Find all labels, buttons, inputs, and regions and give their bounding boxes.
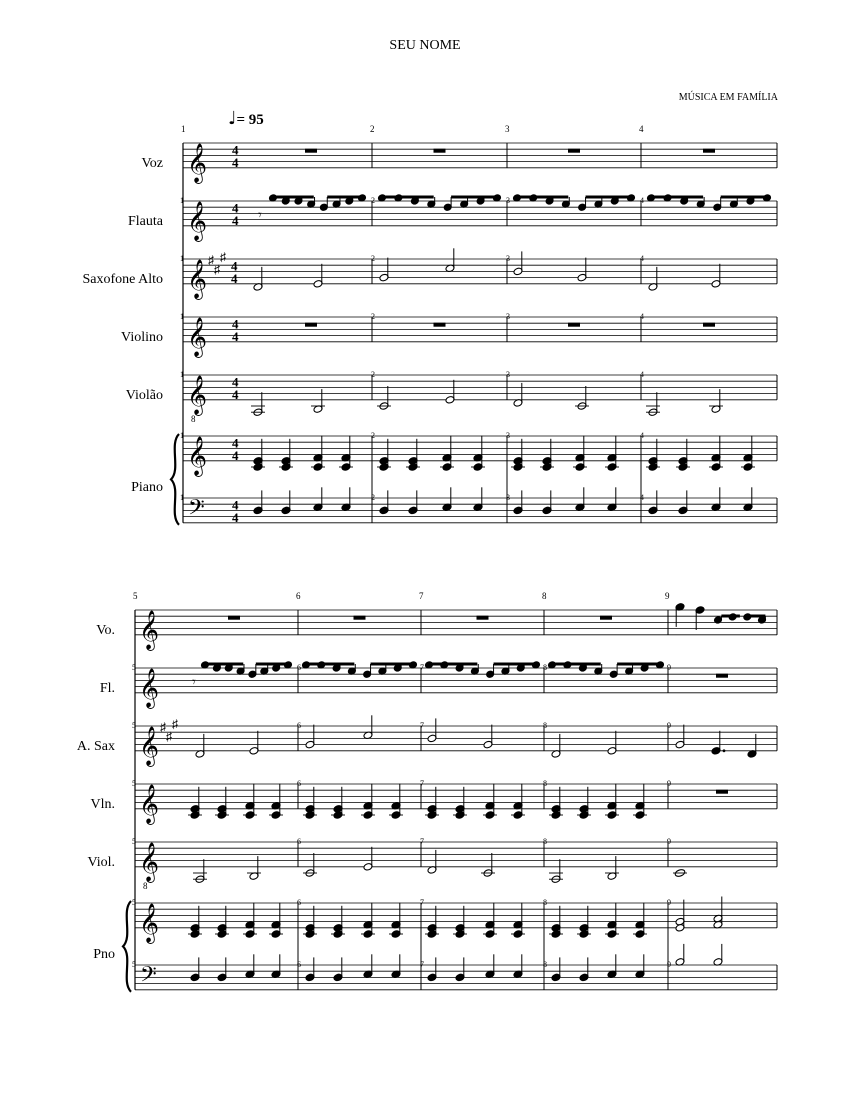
eighth-rest-icon: 𝄾: [192, 675, 196, 691]
treble-clef-icon: 𝄞: [139, 785, 160, 823]
measure-number-small: 4: [640, 370, 644, 379]
time-signature-bottom: 4: [232, 154, 239, 170]
whole-rest-icon: [600, 616, 612, 620]
whole-rest-icon: [703, 149, 715, 153]
whole-rest-icon: [568, 323, 580, 327]
measure-number-small: 9: [667, 721, 671, 730]
measure-number-small: 1: [180, 431, 184, 440]
measure-number-small: 6: [297, 721, 301, 730]
measure-number-small: 8: [543, 721, 547, 730]
treble-clef-icon: 𝄞: [139, 843, 160, 881]
measure-number-small: 3: [506, 493, 510, 502]
measure-number-small: 6: [297, 779, 301, 788]
time-signature-bottom: 4: [232, 386, 239, 402]
measure-number-small: 4: [640, 493, 644, 502]
whole-rest-icon: [477, 616, 489, 620]
eighth-rest-icon: 𝄾: [258, 208, 262, 224]
measure-number-small: 8: [543, 898, 547, 907]
measure-number-small: 2: [371, 196, 375, 205]
measure-number-small: 6: [297, 837, 301, 846]
bass-clef-icon: 𝄢: [140, 962, 157, 992]
measure-number-small: 8: [543, 960, 547, 969]
sharp-icon: ♯: [172, 716, 178, 731]
time-signature-top: 4: [231, 258, 238, 274]
measure-number-small: 3: [506, 370, 510, 379]
measure-number: 7: [419, 591, 424, 601]
instrument-label-violao: Violão: [125, 388, 163, 403]
measure-number: 4: [639, 124, 644, 134]
measure-number-small: 4: [640, 196, 644, 205]
measure-number-small: 2: [371, 370, 375, 379]
measure-number-small: 8: [543, 663, 547, 672]
quarter-note-icon: ♩: [228, 108, 237, 129]
measure-number-small: 9: [667, 837, 671, 846]
measure-number-small: 8: [543, 779, 547, 788]
sharp-icon: ♯: [160, 720, 166, 734]
dot: [723, 749, 726, 752]
instrument-label-viol: Viol.: [87, 855, 115, 870]
instrument-label-saxofone-alto: Saxofone Alto: [82, 272, 163, 287]
measure-number-small: 2: [371, 493, 375, 502]
measure-number-small: 6: [297, 663, 301, 672]
measure-number: 2: [370, 124, 375, 134]
sharp-icon: ♯: [214, 262, 220, 277]
measure-number-small: 7: [420, 837, 424, 846]
bass-clef-icon: 𝄢: [188, 495, 205, 525]
octave-mark: 8: [191, 413, 196, 424]
instrument-label-vo: Vo.: [96, 623, 115, 638]
sharp-icon: ♯: [208, 253, 214, 267]
measure-number-small: 1: [180, 254, 184, 263]
measure-number: 5: [133, 591, 138, 601]
treble-clef-icon: 𝄞: [187, 144, 208, 182]
measure-number-small: 7: [420, 721, 424, 730]
instrument-label-fl: Fl.: [99, 681, 115, 696]
instrument-label-vln: Vln.: [90, 797, 115, 812]
measure-number-small: 3: [506, 196, 510, 205]
measure-number-small: 2: [371, 431, 375, 440]
tempo-value: = 95: [236, 112, 264, 128]
measure-number: 6: [296, 591, 301, 601]
whole-rest-icon: [434, 149, 446, 153]
measure-number-small: 5: [132, 898, 136, 907]
whole-rest-icon: [434, 323, 446, 327]
time-signature-bottom: 4: [232, 212, 239, 228]
time-signature-top: 4: [232, 435, 239, 451]
measure-number-small: 2: [371, 254, 375, 263]
whole-rest-icon: [716, 790, 728, 794]
instrument-label-flauta: Flauta: [128, 214, 163, 229]
measure-number: 9: [665, 591, 670, 601]
measure-number-small: 7: [420, 898, 424, 907]
measure-number-small: 3: [506, 431, 510, 440]
measure-number: 1: [181, 124, 186, 134]
instrument-label-a-sax: A. Sax: [76, 739, 115, 754]
time-signature-bottom: 4: [232, 509, 239, 525]
treble-clef-icon: 𝄞: [187, 202, 208, 240]
measure-number-small: 3: [506, 312, 510, 321]
instrument-label-pno: Pno: [93, 947, 115, 962]
whole-rest-icon: [354, 616, 366, 620]
measure-number-small: 1: [180, 312, 184, 321]
time-signature-bottom: 4: [232, 328, 239, 344]
measure-number-small: 5: [132, 837, 136, 846]
whole-rest-icon: [228, 616, 240, 620]
treble-clef-icon: 𝄞: [187, 318, 208, 356]
treble-clef-icon: 𝄞: [139, 904, 160, 942]
measure-number-small: 8: [543, 837, 547, 846]
measure-number-small: 9: [667, 960, 671, 969]
instrument-label-violino: Violino: [121, 330, 163, 345]
instrument-label-voz: Voz: [141, 156, 163, 171]
piano-brace: [171, 434, 179, 525]
measure-number-small: 1: [180, 196, 184, 205]
measure-number-small: 4: [640, 312, 644, 321]
measure-number-small: 1: [180, 493, 184, 502]
measure-number-small: 4: [640, 254, 644, 263]
sharp-icon: ♯: [166, 729, 172, 744]
treble-clef-icon: 𝄞: [187, 260, 208, 298]
treble-clef-icon: 𝄞: [187, 437, 208, 475]
sharp-icon: ♯: [220, 249, 226, 264]
piano-brace: [123, 901, 131, 992]
measure-number-small: 9: [667, 898, 671, 907]
measure-number-small: 2: [371, 312, 375, 321]
whole-rest-icon: [703, 323, 715, 327]
treble-clef-icon: 𝄞: [139, 727, 160, 765]
measure-number-small: 5: [132, 779, 136, 788]
measure-number-small: 5: [132, 663, 136, 672]
measure-number-small: 7: [420, 779, 424, 788]
octave-mark: 8: [143, 880, 148, 891]
whole-rest-icon: [716, 674, 728, 678]
measure-number-small: 5: [132, 721, 136, 730]
measure-number-small: 5: [132, 960, 136, 969]
time-signature-top: 4: [232, 200, 239, 216]
whole-rest-icon: [568, 149, 580, 153]
measure-number-small: 7: [420, 663, 424, 672]
score-composer: MÚSICA EM FAMÍLIA: [678, 92, 778, 103]
measure-number-small: 9: [667, 663, 671, 672]
treble-clef-icon: 𝄞: [139, 669, 160, 707]
measure-number-small: 6: [297, 960, 301, 969]
treble-clef-icon: 𝄞: [139, 611, 160, 649]
whole-rest-icon: [305, 323, 317, 327]
treble-clef-icon: 𝄞: [187, 376, 208, 414]
whole-rest-icon: [305, 149, 317, 153]
score-title: SEU NOME: [389, 38, 461, 53]
measure-number: 3: [505, 124, 510, 134]
time-signature-top: 4: [232, 497, 239, 513]
time-signature-bottom: 4: [232, 447, 239, 463]
instrument-label-piano: Piano: [131, 480, 163, 495]
measure-number-small: 9: [667, 779, 671, 788]
measure-number-small: 7: [420, 960, 424, 969]
measure-number-small: 6: [297, 898, 301, 907]
measure-number: 8: [542, 591, 547, 601]
time-signature-top: 4: [232, 316, 239, 332]
measure-number-small: 3: [506, 254, 510, 263]
measure-number-small: 4: [640, 431, 644, 440]
time-signature-bottom: 4: [231, 270, 238, 286]
time-signature-top: 4: [232, 142, 239, 158]
measure-number-small: 1: [180, 370, 184, 379]
time-signature-top: 4: [232, 374, 239, 390]
